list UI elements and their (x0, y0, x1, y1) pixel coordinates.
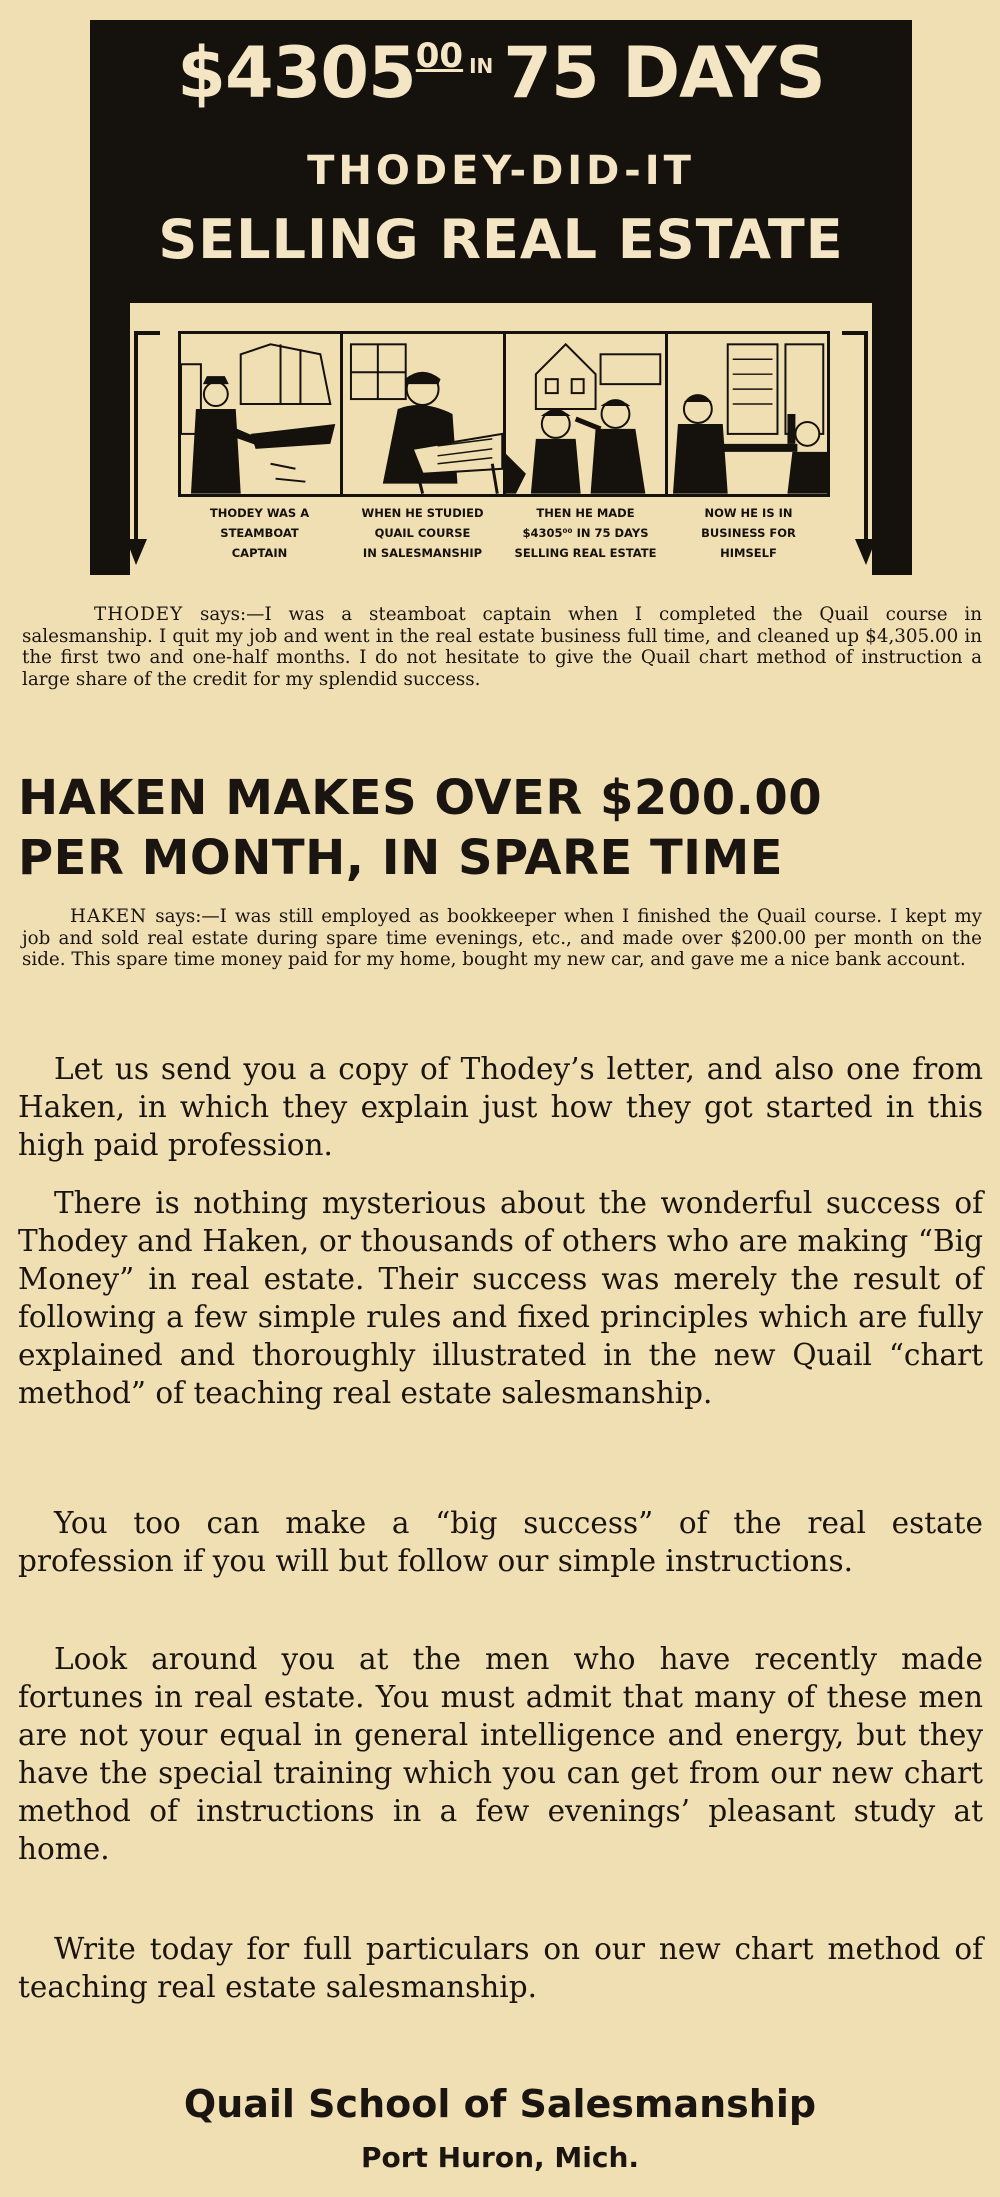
studying-illustration (343, 334, 502, 494)
caption-2-line-2: QUAIL COURSE (374, 526, 471, 540)
caption-3-line-1: THEN HE MADE (536, 506, 635, 520)
caption-1-line-3: CAPTAIN (231, 546, 288, 560)
header-days: 75 DAYS (503, 32, 825, 114)
steamboat-captain-illustration (181, 334, 340, 494)
selling-illustration (506, 334, 665, 494)
paragraph-2-text: There is nothing mysterious about the wonderful success of Thodey and Haken, or thousands of others who are making “Big Money” in real estate. Their success was merely the result of following a few simple rules and fixed principles which are fully explained and thoroughly illustrated in the new Quail “chart method” of teaching real estate salesmanship. (18, 1186, 983, 1410)
thodey-quote: says:—I was a steamboat captain when I completed the Quail course in salesmanship. I quit my job and went in the real estate business full time, and cleaned up $4,305.00 in the first two and one-half months. I do not hesitate to give the Quail chart method of instruction a large share of the credit for my splendid success. (22, 604, 982, 690)
caption-3-line-3: SELLING REAL ESTATE (514, 546, 657, 560)
caption-3 (504, 503, 667, 563)
panel-business-owner (668, 334, 827, 494)
caption-1-line-2: STEAMBOAT (220, 526, 299, 540)
comic-strip-area (130, 303, 872, 575)
header-subtitle: THODEY-DID-IT (307, 148, 695, 194)
paragraph-5 (18, 1930, 983, 2006)
right-arrow-icon (822, 303, 882, 575)
paragraph-3-text: You too can make a “big success” of the real estate profession if you will but follow our simple instructions. (18, 1506, 983, 1578)
paragraph-4-text: Look around you at the men who have recently made fortunes in real estate. You must admit that many of these men are not your equal in general intelligence and energy, but they have the special training which you can get from our new chart method of instructions in a few evenings’ pleasant study at home. (18, 1642, 983, 1866)
paragraph-1 (18, 1050, 983, 1164)
headline-line-2: PER MONTH, IN SPARE TIME (18, 830, 784, 886)
paragraph-3 (18, 1504, 983, 1580)
caption-1 (178, 503, 341, 563)
caption-1-line-1: THODEY WAS A (209, 506, 310, 520)
thodey-testimonial (22, 604, 982, 690)
caption-2 (341, 503, 504, 563)
paragraph-4 (18, 1640, 983, 1868)
panel-steamboat-captain (181, 334, 343, 494)
thodey-name: THODEY (94, 604, 184, 625)
paragraph-2 (18, 1184, 983, 1412)
panel-captions (178, 503, 830, 563)
left-arrow-icon (120, 303, 180, 575)
haken-headline (18, 768, 983, 888)
headline-line-1: HAKEN MAKES OVER $200.00 (18, 770, 823, 826)
header-amount: $4305 (177, 32, 416, 114)
header-banner (90, 20, 912, 575)
paragraph-1-text: Let us send you a copy of Thodey’s letter, and also one from Haken, in which they explain just how they got started in this high paid profession. (18, 1052, 983, 1162)
header-title: SELLING REAL ESTATE (158, 208, 844, 271)
header-amount-line (90, 32, 912, 114)
comic-strip (178, 331, 830, 497)
caption-4 (667, 503, 830, 563)
panel-studying (343, 334, 505, 494)
school-name: Quail School of Salesmanship (183, 2082, 817, 2126)
business-owner-illustration (668, 334, 827, 494)
caption-4-line-1: NOW HE IS IN (704, 506, 793, 520)
school-city: Port Huron, Mich. (360, 2141, 640, 2174)
haken-name: HAKEN (70, 906, 148, 927)
haken-quote: says:—I was still employed as bookkeeper when I finished the Quail course. I kept my job and sold real estate during spare time evenings, etc., and made over $200.00 per month on the side. This spare time money paid for my home, bought my new car, and gave me a nice bank account. (22, 906, 983, 971)
paragraph-5-text: Write today for full particulars on our new chart method of teaching real estate salesmanship. (18, 1932, 983, 2004)
header-in: IN (469, 54, 494, 78)
caption-2-line-1: WHEN HE STUDIED (361, 506, 484, 520)
caption-4-line-3: HIMSELF (720, 546, 777, 560)
panel-selling (506, 334, 668, 494)
caption-2-line-3: IN SALESMANSHIP (362, 546, 483, 560)
header-cents: 00 (415, 36, 464, 76)
caption-4-line-2: BUSINESS FOR (701, 526, 796, 540)
haken-testimonial (22, 906, 982, 971)
caption-3-line-2: $4305⁰⁰ IN 75 DAYS (522, 526, 649, 540)
